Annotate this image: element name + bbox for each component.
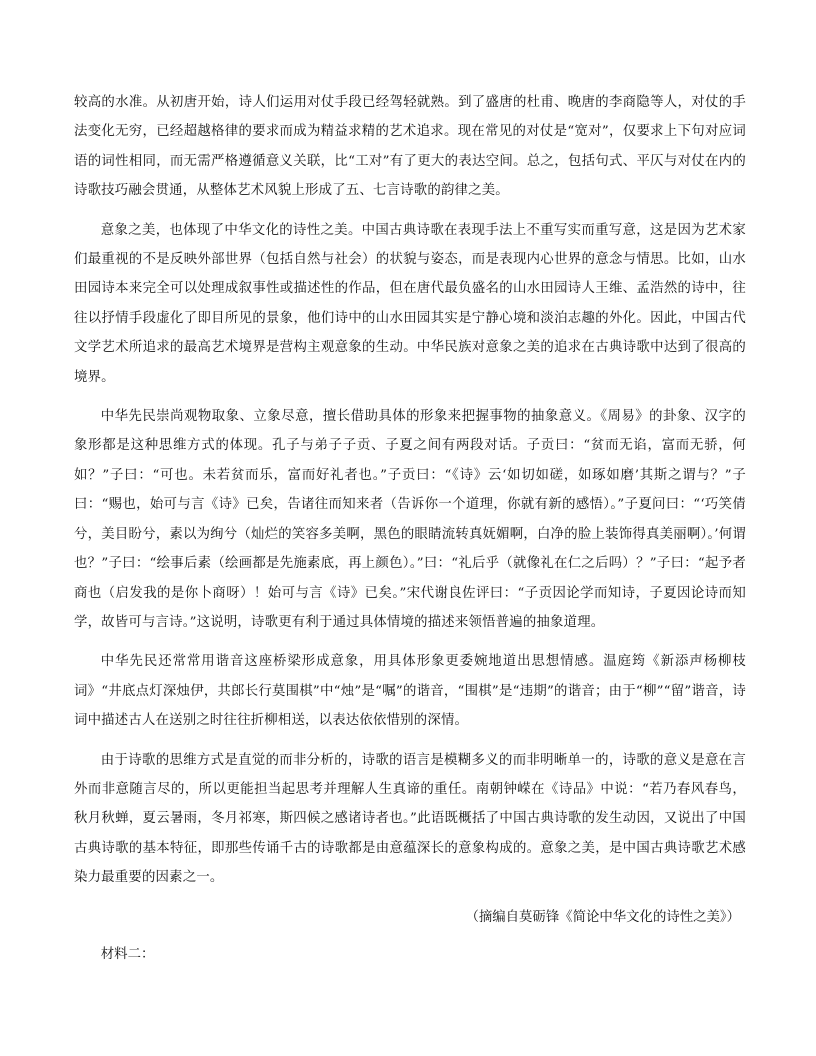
source-citation: （摘编自莫砺锋《简论中华文化的诗性之美》） xyxy=(465,909,740,925)
paragraph-concrete-image: 中华先民崇尚观物取象、立象尽意，擅长借助具体的形象来把握事物的抽象意义。《周易》的卦象、汉字的象形都是这种思维方式的体现。孔子与弟子子贡、子夏之间有两段对话。子贡曰：“贫而无谄，富而无骄，何如？”子曰：“可也。未若贫而乐，富而好礼者也。”子贡曰：“《诗》云‘如切如磋，如琢如磨’其斯之谓与？”子曰：“赐也，始可与言《诗》已矣，告诸往而知来者（告诉你一个道理，你就有新的感悟）。”子夏问曰：“‘巧笑倩兮，美目盼兮，素以为绚兮（灿烂的笑容多美啊，黑色的眼睛流转真妩媚啊，白净的脸上装饰得真美丽啊）。’何谓也？”子曰：“绘事后素（绘画都是先施素底，再上颜色）。”曰：“礼后乎（就像礼在仁之后吗）？”子曰：“起予者商也（启发我的是你卜商呀）！始可与言《诗》已矣。”宋代谢良佐评曰：“子贡因论学而知诗，子夏因论诗而知学，故皆可与言诗。”这说明，诗歌更有利于通过具体情境的描述来领悟普遍的抽象道理。 xyxy=(74,409,746,630)
document-page xyxy=(74,88,746,969)
paragraph-poetic-thinking: 由于诗歌的思维方式是直觉的而非分析的，诗歌的语言是模糊多义的而非明晰单一的，诗歌的意义是意在言外而非意随言尽的，所以更能担当起思考并理解人生真谛的重任。南朝钟嵘在《诗品》中说：“若乃春风春鸟，秋月秋蝉，夏云暑雨，冬月祁寒，斯四候之感诸诗者也。”此语既概括了中国古典诗歌的发生动因，又说出了中国古典诗歌的基本特征，即那些传诵千古的诗歌都是由意蕴深长的意象构成的。意象之美，是中国古典诗歌艺术感染力最重要的因素之一。 xyxy=(74,752,746,886)
paragraph-continuation: 较高的水准。从初唐开始，诗人们运用对仗手段已经驾轻就熟。到了盛唐的杜甫、晚唐的李商隐等人，对仗的手法变化无穷，已经超越格律的要求而成为精益求精的艺术追求。现在常见的对仗是“宽对”，仅要求上下句对应词语的词性相同，而无需严格遵循意义关联，比“工对”有了更大的表达空间。总之，包括句式、平仄与对仗在内的诗歌技巧融会贯通，从整体艺术风貌上形成了五、七言诗歌的韵律之美。 xyxy=(74,95,746,199)
paragraph-homophone: 中华先民还常常用谐音这座桥梁形成意象，用具体形象更委婉地道出思想情感。温庭筠《新添声杨柳枝词》“井底点灯深烛伊，共郎长行莫围棋”中“烛”是“嘱”的谐音，“围棋”是“违期”的谐音；由于“柳”“留”谐音，诗词中描述古人在送别之时往往折柳相送，以表达依依惜别的深情。 xyxy=(74,654,746,729)
material-two-label: 材料二： xyxy=(100,946,155,962)
paragraph-imagery: 意象之美，也体现了中华文化的诗性之美。中国古典诗歌在表现手法上不重写实而重写意，这是因为艺术家们最重视的不是反映外部世界（包括自然与社会）的状貌与姿态，而是表现内心世界的意念与情思。比如，山水田园诗本来完全可以处理成叙事性或描述性的作品，但在唐代最负盛名的山水田园诗人王维、孟浩然的诗中，往往以抒情手段虚化了即目所见的景象，他们诗中的山水田园其实是宁静心境和淡泊志趣的外化。因此，中国古代文学艺术所追求的最高艺术境界是营构主观意象的生动。中华民族对意象之美的追求在古典诗歌中达到了很高的境界。 xyxy=(74,222,746,385)
